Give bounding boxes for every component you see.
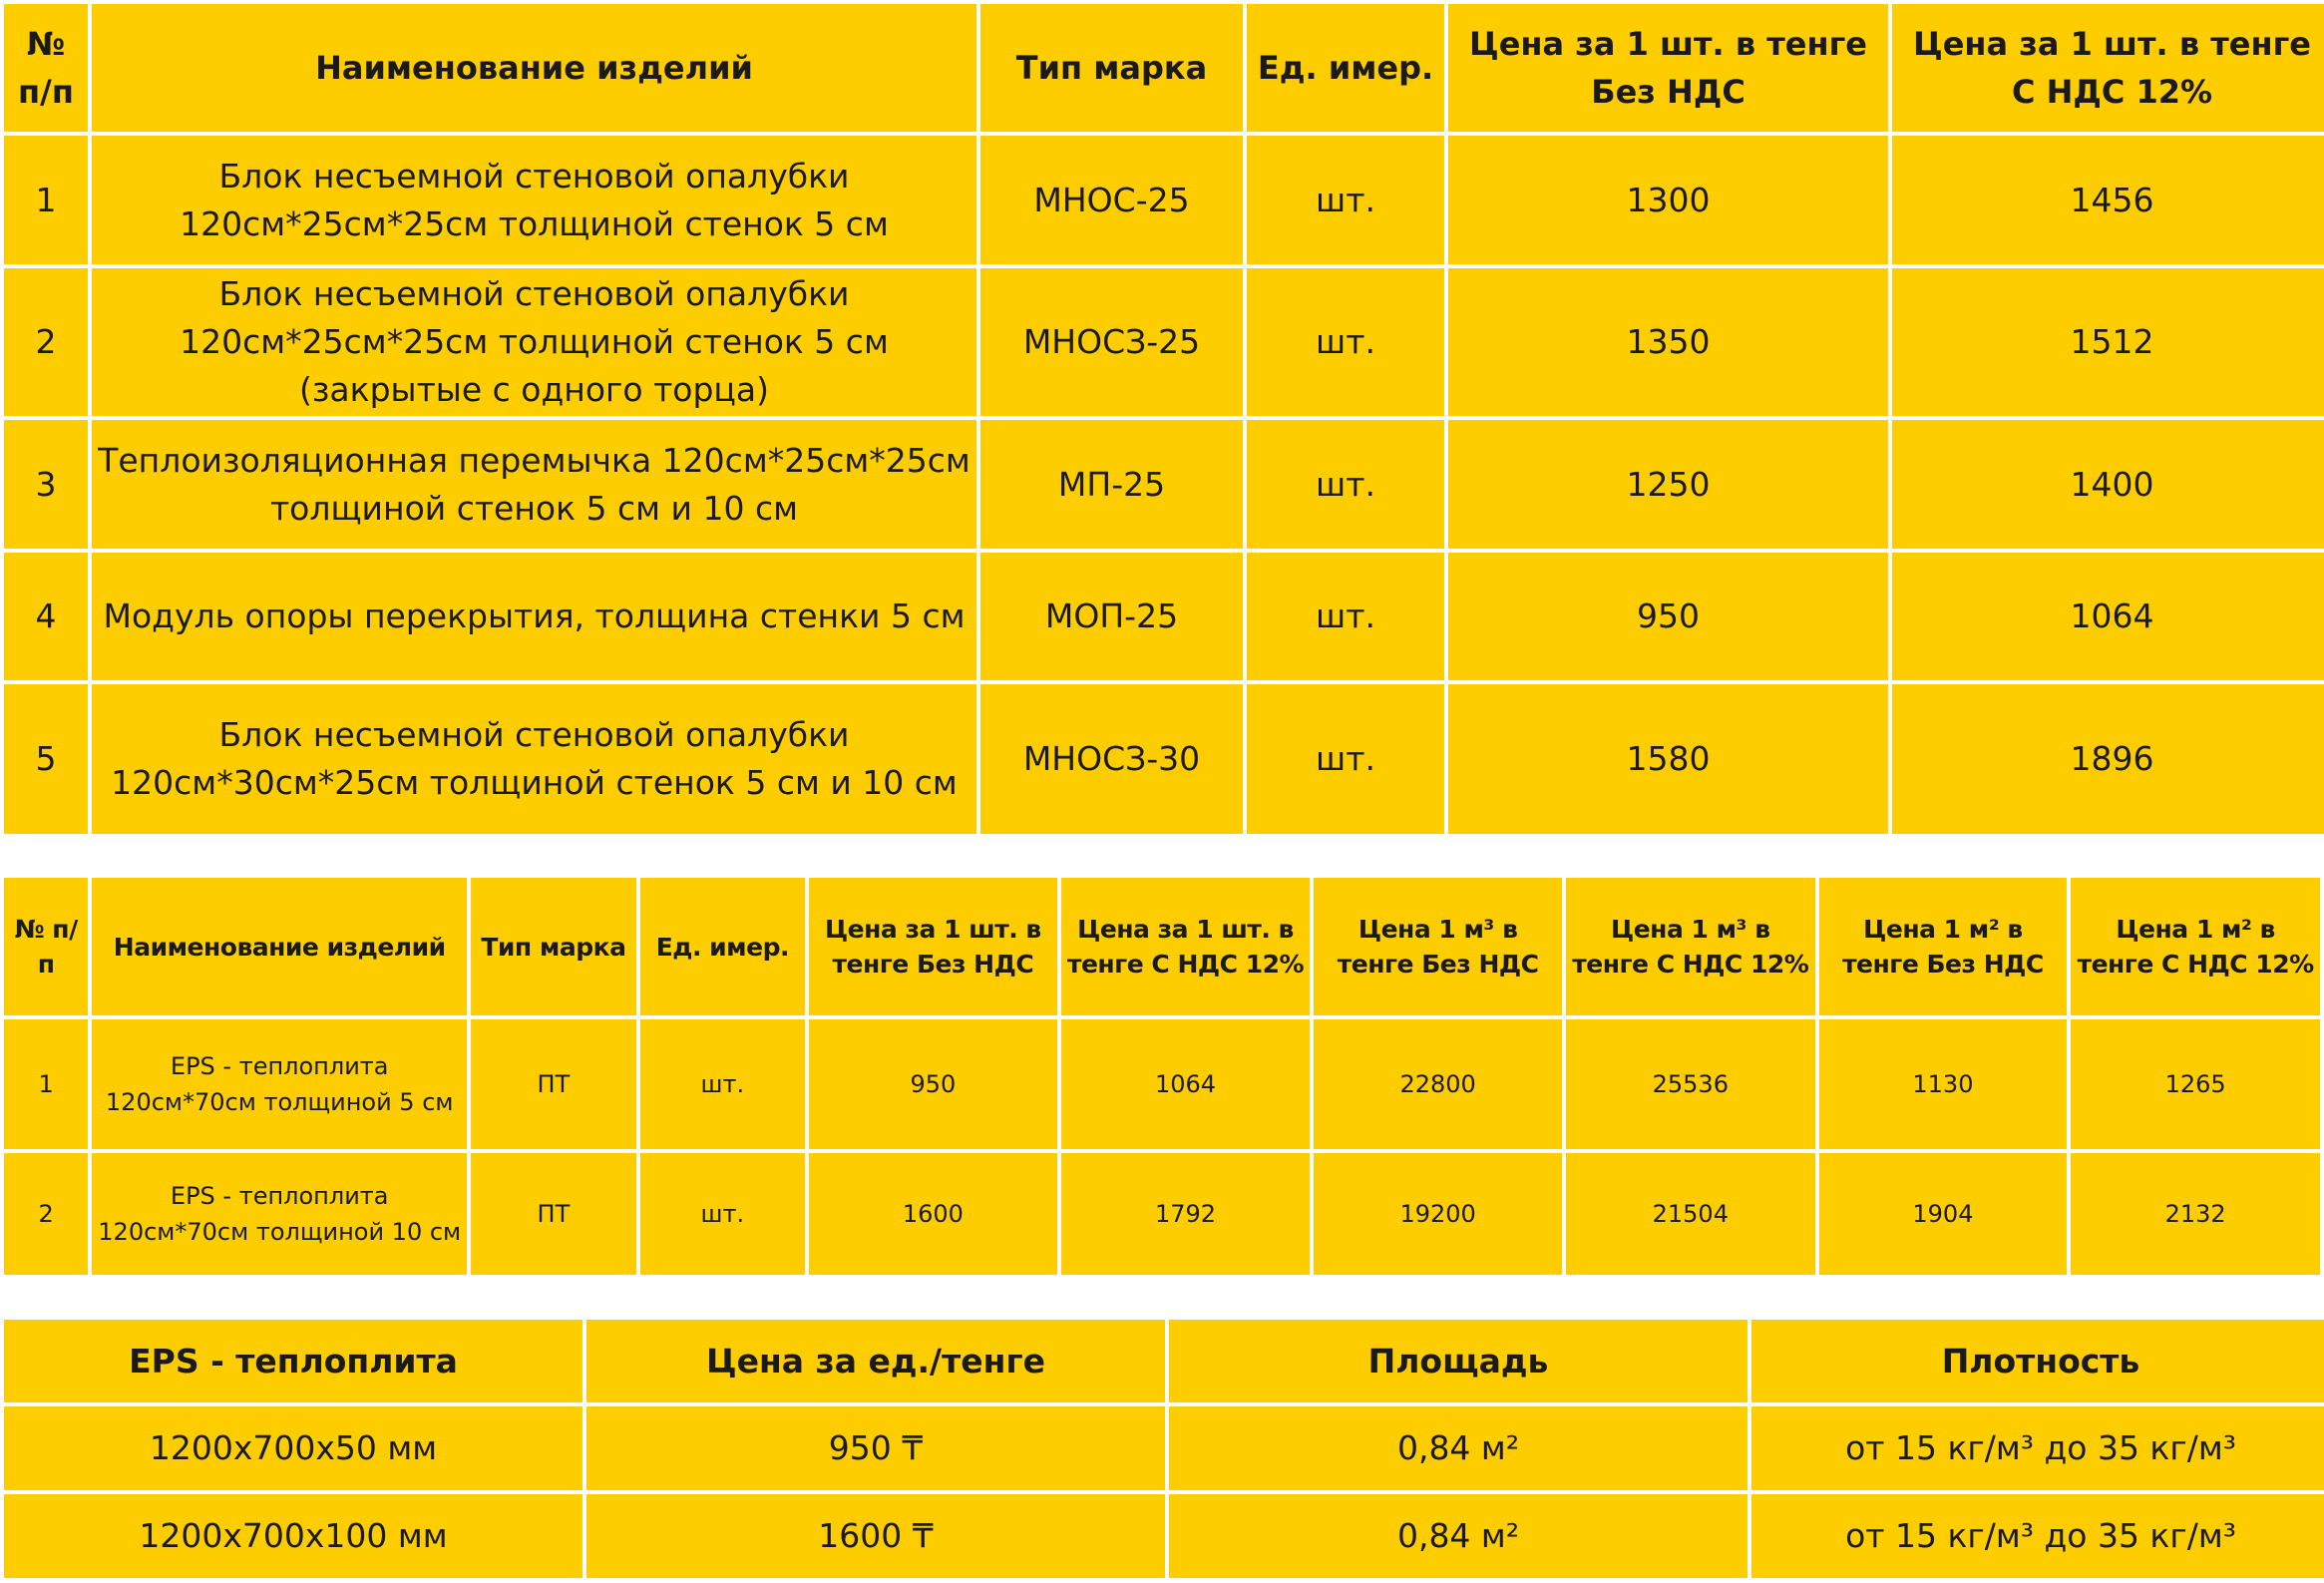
header-num: № п/п xyxy=(4,4,88,132)
header-price-m3-vat: Цена 1 м³ в тенге С НДС 12% xyxy=(1566,878,1815,1015)
table-row xyxy=(4,268,2324,416)
table-row xyxy=(4,684,2324,834)
header-type: Тип марка xyxy=(980,4,1243,132)
cell-price-m3-no-vat: 22800 xyxy=(1314,1019,1562,1149)
cell-name: Блок несъемной стеновой опалубки 120см*25см*25см толщиной стенок 5 см (закрытые с одного торца) xyxy=(92,268,976,416)
cell-type: МНОСЗ-25 xyxy=(980,268,1243,416)
cell-product: 1200x700x50 мм xyxy=(4,1406,582,1490)
price-table-eps-plates xyxy=(0,874,2324,1279)
table-row xyxy=(4,1406,2324,1490)
cell-type: МП-25 xyxy=(980,420,1243,549)
cell-price-no-vat: 1300 xyxy=(1448,136,1888,264)
header-num: № п/п xyxy=(4,878,88,1015)
cell-num: 3 xyxy=(4,420,88,549)
eps-plate-specs-table xyxy=(0,1316,2324,1582)
header-price-pc-vat: Цена за 1 шт. в тенге С НДС 12% xyxy=(1061,878,1311,1015)
header-price-m2-vat: Цена 1 м² в тенге С НДС 12% xyxy=(2071,878,2320,1015)
cell-price: 950 ₸ xyxy=(586,1406,1165,1490)
header-name: Наименование изделий xyxy=(92,4,976,132)
header-unit: Ед. имер. xyxy=(640,878,805,1015)
cell-price-vat: 1400 xyxy=(1892,420,2324,549)
cell-unit: шт. xyxy=(640,1019,805,1149)
cell-num: 4 xyxy=(4,553,88,680)
header-price-pc-no-vat: Цена за 1 шт. в тенге Без НДС xyxy=(809,878,1057,1015)
table-row xyxy=(4,136,2324,264)
cell-name: EPS - теплоплита 120см*70см толщиной 5 см xyxy=(92,1019,467,1149)
cell-type: ПТ xyxy=(471,1153,635,1275)
cell-price-m3-no-vat: 19200 xyxy=(1314,1153,1562,1275)
cell-area: 0,84 м² xyxy=(1169,1494,1747,1578)
cell-price-vat: 1896 xyxy=(1892,684,2324,834)
cell-name: Блок несъемной стеновой опалубки 120см*25см*25см толщиной стенок 5 см xyxy=(92,136,976,264)
cell-num: 1 xyxy=(4,1019,88,1149)
cell-area: 0,84 м² xyxy=(1169,1406,1747,1490)
cell-num: 1 xyxy=(4,136,88,264)
cell-num: 2 xyxy=(4,268,88,416)
cell-name: Модуль опоры перекрытия, толщина стенки 5 см xyxy=(92,553,976,680)
table-row xyxy=(4,1494,2324,1578)
cell-price: 1600 ₸ xyxy=(586,1494,1165,1578)
cell-density: от 15 кг/м³ до 35 кг/м³ xyxy=(1751,1406,2324,1490)
cell-num: 5 xyxy=(4,684,88,834)
cell-price-pc-vat: 1064 xyxy=(1061,1019,1311,1149)
header-price: Цена за ед./тенге xyxy=(586,1320,1165,1402)
table-header-row xyxy=(4,878,2320,1015)
cell-type: МНОСЗ-30 xyxy=(980,684,1243,834)
cell-price-vat: 1512 xyxy=(1892,268,2324,416)
header-product: EPS - теплоплита xyxy=(4,1320,582,1402)
table-row xyxy=(4,1019,2320,1149)
cell-price-m2-no-vat: 1904 xyxy=(1819,1153,2068,1275)
cell-unit: шт. xyxy=(1247,420,1444,549)
cell-unit: шт. xyxy=(640,1153,805,1275)
cell-price-vat: 1456 xyxy=(1892,136,2324,264)
header-price-m2-no-vat: Цена 1 м² в тенге Без НДС xyxy=(1819,878,2068,1015)
cell-price-pc-no-vat: 1600 xyxy=(809,1153,1057,1275)
header-price-vat: Цена за 1 шт. в тенге С НДС 12% xyxy=(1892,4,2324,132)
table-row xyxy=(4,420,2324,549)
header-unit: Ед. имер. xyxy=(1247,4,1444,132)
table-header-row xyxy=(4,1320,2324,1402)
cell-price-no-vat: 1250 xyxy=(1448,420,1888,549)
cell-price-m2-no-vat: 1130 xyxy=(1819,1019,2068,1149)
cell-num: 2 xyxy=(4,1153,88,1275)
table-row xyxy=(4,553,2324,680)
header-density: Плотность xyxy=(1751,1320,2324,1402)
cell-name: EPS - теплоплита 120см*70см толщиной 10 см xyxy=(92,1153,467,1275)
cell-unit: шт. xyxy=(1247,684,1444,834)
header-type: Тип марка xyxy=(471,878,635,1015)
table-row xyxy=(4,1153,2320,1275)
header-area: Площадь xyxy=(1169,1320,1747,1402)
header-price-no-vat: Цена за 1 шт. в тенге Без НДС xyxy=(1448,4,1888,132)
cell-price-no-vat: 1580 xyxy=(1448,684,1888,834)
cell-density: от 15 кг/м³ до 35 кг/м³ xyxy=(1751,1494,2324,1578)
cell-name: Теплоизоляционная перемычка 120см*25см*25см толщиной стенок 5 см и 10 см xyxy=(92,420,976,549)
cell-price-pc-no-vat: 950 xyxy=(809,1019,1057,1149)
cell-price-m3-vat: 25536 xyxy=(1566,1019,1815,1149)
cell-unit: шт. xyxy=(1247,268,1444,416)
cell-type: МНОС-25 xyxy=(980,136,1243,264)
cell-name: Блок несъемной стеновой опалубки 120см*30см*25см толщиной стенок 5 см и 10 см xyxy=(92,684,976,834)
cell-price-no-vat: 950 xyxy=(1448,553,1888,680)
cell-unit: шт. xyxy=(1247,553,1444,680)
header-name: Наименование изделий xyxy=(92,878,467,1015)
cell-type: ПТ xyxy=(471,1019,635,1149)
cell-product: 1200x700x100 мм xyxy=(4,1494,582,1578)
cell-price-m2-vat: 2132 xyxy=(2071,1153,2320,1275)
cell-price-m2-vat: 1265 xyxy=(2071,1019,2320,1149)
cell-price-m3-vat: 21504 xyxy=(1566,1153,1815,1275)
cell-unit: шт. xyxy=(1247,136,1444,264)
cell-type: МОП-25 xyxy=(980,553,1243,680)
header-price-m3-no-vat: Цена 1 м³ в тенге Без НДС xyxy=(1314,878,1562,1015)
table-header-row xyxy=(4,4,2324,132)
cell-price-vat: 1064 xyxy=(1892,553,2324,680)
cell-price-no-vat: 1350 xyxy=(1448,268,1888,416)
cell-price-pc-vat: 1792 xyxy=(1061,1153,1311,1275)
